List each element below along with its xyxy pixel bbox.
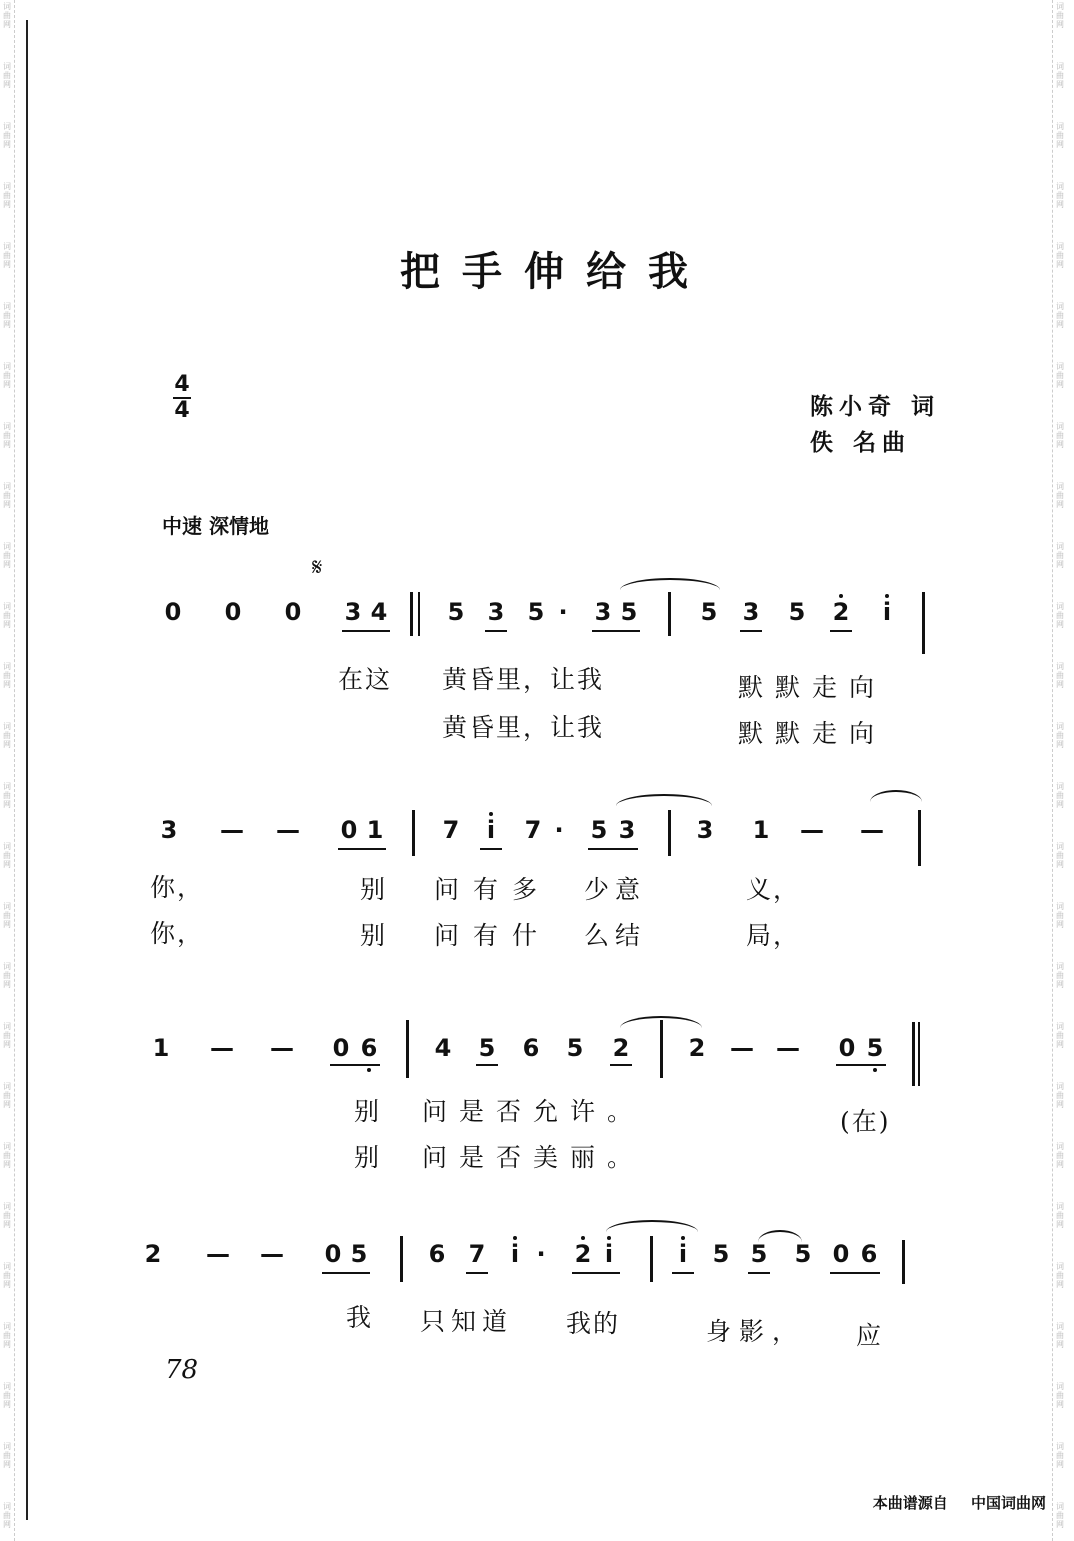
watermark-text: 词曲网 — [3, 662, 11, 689]
watermark-text: 词曲网 — [3, 782, 11, 809]
watermark-text: 词曲网 — [3, 602, 11, 629]
watermark-text: 词曲网 — [3, 62, 11, 89]
watermark-text: 词曲网 — [3, 1142, 11, 1169]
watermark-text: 词曲网 — [1056, 1262, 1064, 1289]
page-number: 78 — [165, 1355, 199, 1385]
lyric: 别 — [360, 921, 388, 950]
watermark-text: 词曲网 — [1056, 842, 1064, 869]
watermark-text: 词曲网 — [1056, 1022, 1064, 1049]
lyric: 问有多 — [434, 875, 552, 904]
lyric: 应 — [856, 1321, 884, 1350]
watermark-text: 词曲网 — [3, 182, 11, 209]
note: 0 — [224, 598, 242, 626]
note: 6 — [860, 1240, 878, 1268]
watermark-text: 词曲网 — [1056, 242, 1064, 269]
note: 5 — [566, 1034, 584, 1062]
note: 1 — [366, 816, 384, 844]
note: · — [554, 816, 564, 844]
watermark-text: 词曲网 — [3, 1382, 11, 1409]
note: 0 — [324, 1240, 342, 1268]
note: · — [536, 1240, 546, 1268]
lyric: 黄昏里，让我 — [442, 713, 605, 742]
watermark-text: 词曲网 — [3, 1322, 11, 1349]
watermark-text: 词曲网 — [1056, 2, 1064, 29]
watermark-text: 词曲网 — [1056, 422, 1064, 449]
lyric: 问有什 — [434, 921, 552, 950]
note: 2 — [574, 1240, 592, 1268]
time-signature-top: 4 — [174, 372, 190, 397]
note: — — [270, 1034, 294, 1062]
watermark-text: 词曲网 — [1056, 182, 1064, 209]
note: 4 — [434, 1034, 452, 1062]
watermark-text: 词曲网 — [3, 842, 11, 869]
lyric: 我的 — [566, 1309, 621, 1338]
note: — — [860, 816, 884, 844]
watermark-text: 词曲网 — [3, 482, 11, 509]
lyric: 义， — [746, 875, 801, 904]
watermark-text: 词曲网 — [1056, 1142, 1064, 1169]
source-label: 本曲谱源自 — [872, 1494, 948, 1512]
note: 4 — [370, 598, 388, 626]
note: 5 — [712, 1240, 730, 1268]
score-line-4 — [144, 1236, 930, 1350]
note: 0 — [164, 598, 182, 626]
lyric: 你， — [150, 919, 205, 948]
lyric: 问是否美丽。 — [422, 1143, 645, 1172]
lyric: 别 — [354, 1097, 382, 1126]
note: 2 — [612, 1034, 630, 1062]
watermark-text: 词曲网 — [3, 1262, 11, 1289]
note: i — [604, 1240, 614, 1268]
note: 5 — [866, 1034, 884, 1062]
note: — — [260, 1240, 284, 1268]
source-footer — [873, 1492, 1046, 1513]
lyric: 黄昏里，让我 — [442, 665, 605, 694]
lyric: 只知道 — [420, 1307, 514, 1336]
note: 5 — [350, 1240, 368, 1268]
segno-sign: 𝄋 — [312, 553, 323, 581]
note: 5 — [447, 598, 465, 626]
note: 0 — [284, 598, 302, 626]
note: 0 — [832, 1240, 850, 1268]
note: 1 — [752, 816, 770, 844]
note: 2 — [144, 1240, 162, 1268]
note: 5 — [700, 598, 718, 626]
note: 2 — [688, 1034, 706, 1062]
watermark-text: 词曲网 — [1056, 482, 1064, 509]
note: — — [220, 816, 244, 844]
watermark-text: 词曲网 — [1056, 602, 1064, 629]
note: 0 — [838, 1034, 856, 1062]
note: i — [678, 1240, 688, 1268]
note: 3 — [618, 816, 636, 844]
watermark-text: 词曲网 — [3, 1082, 11, 1109]
watermark-text: 词曲网 — [1056, 722, 1064, 749]
lyric: 别 — [360, 875, 388, 904]
time-signature — [170, 374, 194, 422]
note: 5 — [527, 598, 545, 626]
note: 3 — [696, 816, 714, 844]
lyric: 默默走向 — [738, 719, 887, 748]
watermark-text: 词曲网 — [1056, 1322, 1064, 1349]
lyric: 在这 — [338, 665, 393, 694]
tempo-marking: 中速 深情地 — [162, 514, 269, 538]
note: 6 — [522, 1034, 540, 1062]
song-title: 把手伸给我 — [400, 248, 710, 295]
note: — — [276, 816, 300, 844]
note: 5 — [478, 1034, 496, 1062]
note: 3 — [487, 598, 505, 626]
note: 7 — [524, 816, 542, 844]
right-watermark-strip — [1052, 0, 1067, 1541]
watermark-text: 词曲网 — [3, 902, 11, 929]
watermark-text: 词曲网 — [3, 242, 11, 269]
note: 2 — [832, 598, 850, 626]
lyric: 默默走向 — [738, 673, 887, 702]
lyric: 我 — [346, 1303, 374, 1332]
note: 1 — [152, 1034, 170, 1062]
lyric: 么结 — [584, 921, 647, 950]
watermark-text: 词曲网 — [1056, 1382, 1064, 1409]
note: i — [510, 1240, 520, 1268]
note: 3 — [160, 816, 178, 844]
note: i — [486, 816, 496, 844]
source-site-link[interactable]: 中国词曲网 — [970, 1494, 1046, 1512]
time-signature-bottom: 4 — [174, 398, 190, 423]
note: 0 — [332, 1034, 350, 1062]
note: 5 — [590, 816, 608, 844]
watermark-text: 词曲网 — [3, 362, 11, 389]
note: 7 — [442, 816, 460, 844]
watermark-text: 词曲网 — [3, 122, 11, 149]
watermark-text: 词曲网 — [3, 1442, 11, 1469]
score-line-2 — [150, 808, 930, 958]
lyric: (在) — [840, 1107, 891, 1136]
score-line-3 — [150, 1030, 930, 1180]
note: 5 — [794, 1240, 812, 1268]
watermark-text: 词曲网 — [3, 2, 11, 29]
lyric: 局， — [746, 921, 801, 950]
note: 3 — [742, 598, 760, 626]
watermark-text: 词曲网 — [3, 1022, 11, 1049]
note: 5 — [750, 1240, 768, 1268]
note: — — [800, 816, 824, 844]
note: — — [210, 1034, 234, 1062]
left-watermark-strip — [0, 0, 15, 1541]
watermark-text: 词曲网 — [1056, 1442, 1064, 1469]
watermark-text: 词曲网 — [1056, 1202, 1064, 1229]
watermark-text: 词曲网 — [1056, 902, 1064, 929]
note: — — [776, 1034, 800, 1062]
watermark-text: 词曲网 — [1056, 62, 1064, 89]
watermark-text: 词曲网 — [1056, 302, 1064, 329]
lyric: 你， — [150, 873, 205, 902]
note: 3 — [344, 598, 362, 626]
watermark-text: 词曲网 — [3, 302, 11, 329]
watermark-text: 词曲网 — [3, 542, 11, 569]
watermark-text: 词曲网 — [3, 1502, 11, 1529]
watermark-text: 词曲网 — [1056, 362, 1064, 389]
note: 7 — [468, 1240, 486, 1268]
note: 5 — [788, 598, 806, 626]
watermark-text: 词曲网 — [1056, 962, 1064, 989]
lyricist-credit: 陈小奇 词 — [810, 393, 941, 420]
watermark-text: 词曲网 — [1056, 542, 1064, 569]
composer-credit: 佚 名曲 — [810, 429, 912, 456]
note: · — [558, 598, 568, 626]
note: 0 — [340, 816, 358, 844]
note: 6 — [360, 1034, 378, 1062]
watermark-text: 词曲网 — [3, 962, 11, 989]
note: — — [206, 1240, 230, 1268]
lyric: 身影， — [706, 1317, 806, 1346]
note: — — [730, 1034, 754, 1062]
watermark-text: 词曲网 — [3, 722, 11, 749]
watermark-text: 词曲网 — [1056, 662, 1064, 689]
score-line-1 — [150, 590, 930, 750]
lyric: 少意 — [584, 875, 647, 904]
note: 3 — [594, 598, 612, 626]
watermark-text: 词曲网 — [1056, 1082, 1064, 1109]
note: 5 — [620, 598, 638, 626]
lyric: 问是否允许。 — [422, 1097, 645, 1126]
watermark-text: 词曲网 — [3, 1202, 11, 1229]
lyric: 别 — [354, 1143, 382, 1172]
watermark-text: 词曲网 — [3, 422, 11, 449]
note: i — [882, 598, 892, 626]
watermark-text: 词曲网 — [1056, 1502, 1064, 1529]
watermark-text: 词曲网 — [1056, 122, 1064, 149]
watermark-text: 词曲网 — [1056, 782, 1064, 809]
note: 6 — [428, 1240, 446, 1268]
